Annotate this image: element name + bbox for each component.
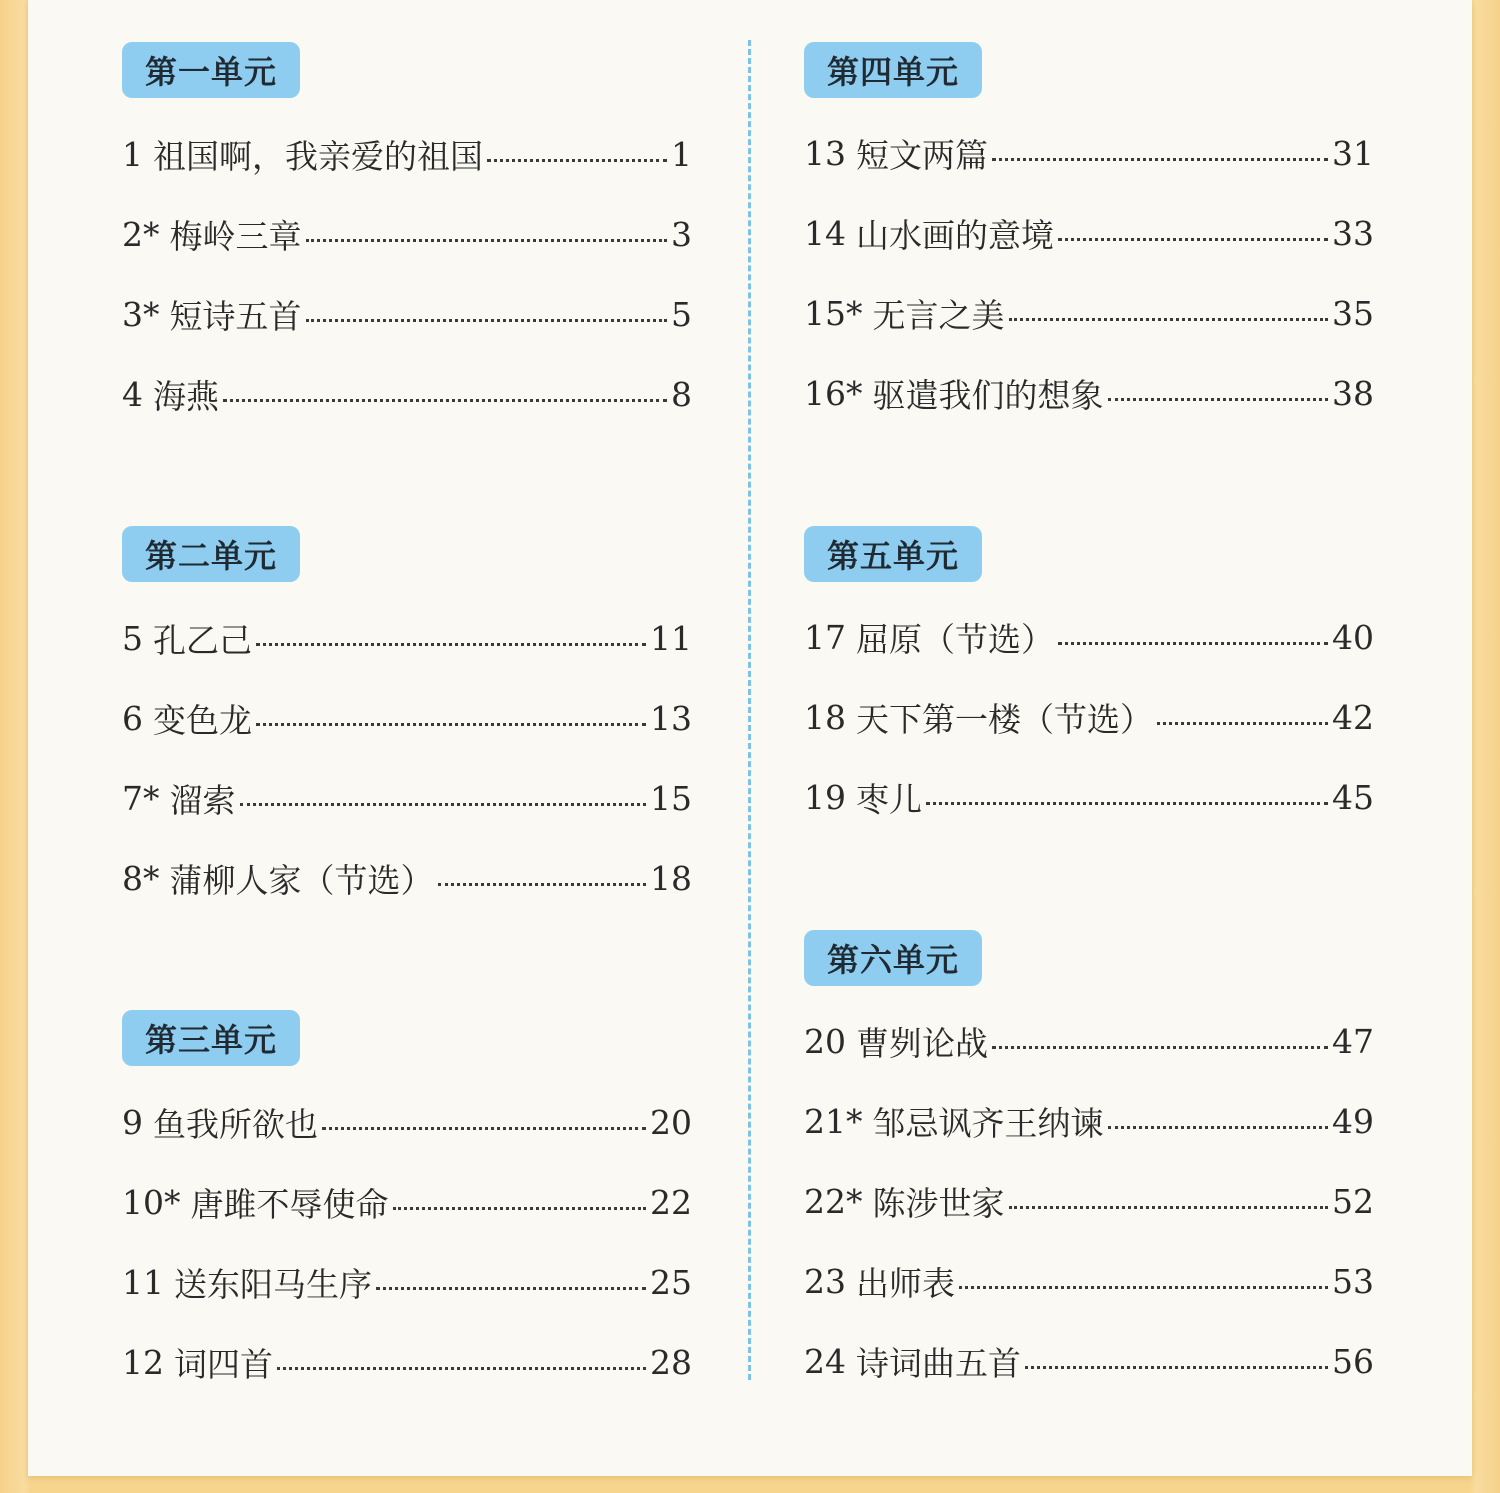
lesson-10-entry[interactable] [122, 1180, 692, 1224]
lesson-9-entry[interactable] [122, 1100, 692, 1144]
page-number: 11 [650, 618, 692, 658]
page-number: 52 [1332, 1181, 1374, 1221]
leader-dots [376, 1287, 646, 1290]
lesson-title: 山水画的意境 [856, 215, 1054, 255]
lesson-number: 24 [804, 1341, 846, 1381]
lesson-title: 孔乙己 [153, 620, 252, 660]
lesson-20-entry[interactable] [804, 1019, 1374, 1063]
leader-dots [487, 159, 667, 162]
leader-dots [1009, 318, 1329, 321]
lesson-title: 无言之美 [872, 295, 1005, 335]
unit-2-badge: 第二单元 [122, 526, 300, 582]
unit-4-badge: 第四单元 [804, 42, 982, 98]
leader-dots [1108, 398, 1329, 401]
lesson-number: 11 [122, 1262, 164, 1302]
lesson-number: 17 [804, 617, 846, 657]
leader-dots [438, 883, 647, 886]
lesson-19-entry[interactable] [804, 775, 1374, 819]
lesson-title: 短诗五首 [169, 296, 302, 336]
page-number: 22 [650, 1182, 692, 1222]
leader-dots [256, 643, 646, 646]
column-divider [748, 40, 751, 1380]
lesson-number: 2* [122, 214, 160, 254]
leader-dots [1058, 642, 1328, 645]
page-number: 15 [650, 778, 692, 818]
page-number: 45 [1332, 777, 1374, 817]
leader-dots [959, 1286, 1328, 1289]
unit-3-badge: 第三单元 [122, 1010, 300, 1066]
lesson-title: 鱼我所欲也 [153, 1104, 318, 1144]
lesson-title: 送东阳马生序 [174, 1264, 372, 1304]
leader-dots [306, 319, 668, 322]
lesson-number: 12 [122, 1342, 164, 1382]
lesson-number: 13 [804, 133, 846, 173]
leader-dots [393, 1207, 647, 1210]
leader-dots [223, 399, 667, 402]
unit-6-badge: 第六单元 [804, 930, 982, 986]
lesson-number: 18 [804, 697, 846, 737]
lesson-5-entry[interactable] [122, 616, 692, 660]
page-number: 56 [1332, 1341, 1374, 1381]
leader-dots [1009, 1206, 1329, 1209]
lesson-number: 6 [122, 698, 143, 738]
lesson-8-entry[interactable] [122, 856, 692, 900]
lesson-title: 祖国啊，我亲爱的祖国 [153, 136, 483, 176]
page-number: 18 [650, 858, 692, 898]
lesson-13-entry[interactable] [804, 131, 1374, 175]
lesson-number: 5 [122, 618, 143, 658]
lesson-16-entry[interactable] [804, 371, 1374, 415]
page-number: 8 [671, 374, 692, 414]
leader-dots [926, 802, 1328, 805]
lesson-title: 驱遣我们的想象 [872, 375, 1104, 415]
lesson-title: 邹忌讽齐王纳谏 [872, 1103, 1104, 1143]
lesson-number: 1 [122, 134, 143, 174]
page-number: 35 [1332, 293, 1374, 333]
lesson-number: 4 [122, 374, 143, 414]
page-number: 53 [1332, 1261, 1374, 1301]
leader-dots [992, 158, 1328, 161]
lesson-number: 9 [122, 1102, 143, 1142]
lesson-title: 唐雎不辱使命 [190, 1184, 389, 1224]
page-number: 5 [671, 294, 692, 334]
lesson-2-entry[interactable] [122, 212, 692, 256]
page-number: 28 [650, 1342, 692, 1382]
leader-dots [306, 239, 668, 242]
lesson-15-entry[interactable] [804, 291, 1374, 335]
unit-1-badge: 第一单元 [122, 42, 300, 98]
lesson-4-entry[interactable] [122, 372, 692, 416]
lesson-6-entry[interactable] [122, 696, 692, 740]
lesson-1-entry[interactable] [122, 132, 692, 176]
lesson-17-entry[interactable] [804, 615, 1374, 659]
lesson-title: 出师表 [856, 1263, 955, 1303]
leader-dots [277, 1367, 646, 1370]
lesson-14-entry[interactable] [804, 211, 1374, 255]
page-number: 13 [650, 698, 692, 738]
lesson-number: 21* [804, 1101, 863, 1141]
lesson-title: 枣儿 [856, 779, 922, 819]
leader-dots [1108, 1126, 1329, 1129]
lesson-number: 10* [122, 1182, 181, 1222]
lesson-title: 词四首 [174, 1344, 273, 1384]
lesson-number: 8* [122, 858, 160, 898]
lesson-number: 14 [804, 213, 846, 253]
page-number: 31 [1332, 133, 1374, 173]
lesson-title: 诗词曲五首 [856, 1343, 1021, 1383]
lesson-number: 23 [804, 1261, 846, 1301]
leader-dots [256, 723, 646, 726]
page-number: 1 [671, 134, 692, 174]
lesson-title: 短文两篇 [856, 135, 988, 175]
page-number: 33 [1332, 213, 1374, 253]
lesson-number: 7* [122, 778, 160, 818]
lesson-title: 蒲柳人家（节选） [169, 860, 434, 900]
lesson-21-entry[interactable] [804, 1099, 1374, 1143]
page-number: 38 [1332, 373, 1374, 413]
leader-dots [1157, 722, 1328, 725]
lesson-number: 19 [804, 777, 846, 817]
lesson-number: 16* [804, 373, 863, 413]
lesson-18-entry[interactable] [804, 695, 1374, 739]
lesson-number: 3* [122, 294, 160, 334]
lesson-24-entry[interactable] [804, 1339, 1374, 1383]
lesson-12-entry[interactable] [122, 1340, 692, 1384]
page-number: 40 [1332, 617, 1374, 657]
lesson-3-entry[interactable] [122, 292, 692, 336]
lesson-title: 梅岭三章 [169, 216, 302, 256]
leader-dots [992, 1046, 1328, 1049]
lesson-title: 屈原（节选） [856, 619, 1054, 659]
lesson-number: 22* [804, 1181, 863, 1221]
lesson-title: 变色龙 [153, 700, 252, 740]
lesson-11-entry[interactable] [122, 1260, 692, 1304]
leader-dots [240, 803, 647, 806]
lesson-number: 20 [804, 1021, 846, 1061]
page-number: 42 [1332, 697, 1374, 737]
lesson-title: 曹刿论战 [856, 1023, 988, 1063]
page-number: 25 [650, 1262, 692, 1302]
leader-dots [1025, 1366, 1328, 1369]
lesson-title: 天下第一楼（节选） [856, 699, 1153, 739]
lesson-7-entry[interactable] [122, 776, 692, 820]
unit-5-badge: 第五单元 [804, 526, 982, 582]
lesson-22-entry[interactable] [804, 1179, 1374, 1223]
leader-dots [322, 1127, 646, 1130]
lesson-number: 15* [804, 293, 863, 333]
page-number: 47 [1332, 1021, 1374, 1061]
page-number: 3 [671, 214, 692, 254]
leader-dots [1058, 238, 1328, 241]
lesson-title: 溜索 [169, 780, 236, 820]
lesson-title: 陈涉世家 [872, 1183, 1005, 1223]
lesson-23-entry[interactable] [804, 1259, 1374, 1303]
page-number: 20 [650, 1102, 692, 1142]
page-number: 49 [1332, 1101, 1374, 1141]
lesson-title: 海燕 [153, 376, 219, 416]
